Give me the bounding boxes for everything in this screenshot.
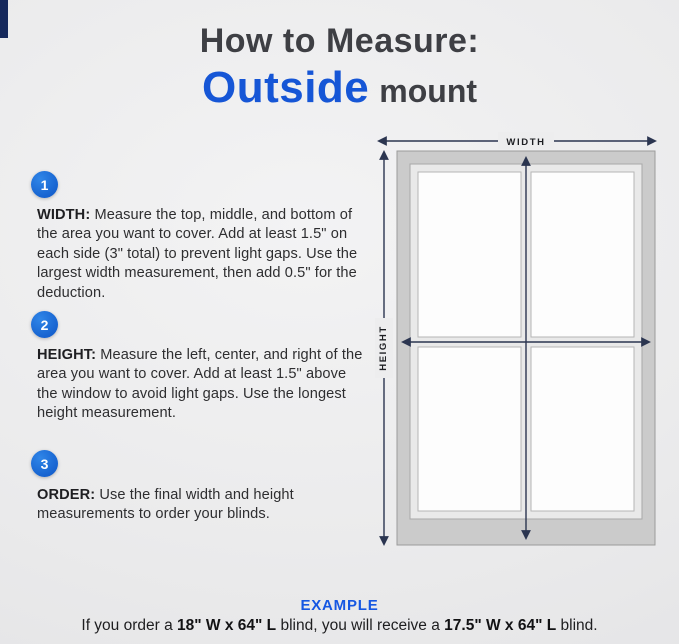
width-measure-label: WIDTH xyxy=(506,137,546,148)
page-title xyxy=(0,22,679,113)
step-1-text xyxy=(37,206,369,303)
step-1-badge: 1 xyxy=(31,171,58,198)
title-highlight: Outside xyxy=(201,63,370,112)
example-prefix: If you order a xyxy=(81,617,178,634)
step-3-text xyxy=(37,486,369,525)
example-size-ordered: 18" W x 64" L xyxy=(177,617,277,634)
example-title: EXAMPLE xyxy=(300,597,379,614)
step-2-badge: 2 xyxy=(31,311,58,338)
step-1-body: Measure the top, middle, and bottom of the area you want to cover. Add at least 1.5" on each side (3" total) to prevent light gaps. Use the largest width measurement, then add 0.5" for the deduction. xyxy=(37,207,358,301)
title-line-2 xyxy=(0,63,679,113)
step-1-label: WIDTH: xyxy=(37,207,91,223)
window-pane-bottom-left xyxy=(418,347,521,511)
window-pane-top-left xyxy=(418,172,521,337)
step-3-label: ORDER: xyxy=(37,487,96,503)
step-3-body: Use the final width and height measurements to order your blinds. xyxy=(37,487,294,523)
title-line-1: How to Measure: xyxy=(199,22,480,60)
example-size-received: 17.5" W x 64" L xyxy=(444,617,557,634)
window-pane-top-right xyxy=(531,172,634,337)
example-section xyxy=(0,597,679,635)
example-middle: blind, you will receive a xyxy=(276,617,445,634)
example-suffix: blind. xyxy=(556,617,598,634)
title-rest: mount xyxy=(379,73,478,109)
window-measurement-diagram xyxy=(372,128,667,598)
step-2-label: HEIGHT: xyxy=(37,347,97,363)
step-2-text xyxy=(37,346,369,424)
example-sentence xyxy=(0,617,679,635)
window-pane-bottom-right xyxy=(531,347,634,511)
step-2-body: Measure the left, center, and right of the area you want to cover. Add at least 1.5" above the window to avoid light gaps. Use the longest height measurement. xyxy=(37,347,363,422)
step-3-badge: 3 xyxy=(31,450,58,477)
window-diagram-svg xyxy=(372,128,667,593)
height-measure-label: HEIGHT xyxy=(378,325,389,371)
